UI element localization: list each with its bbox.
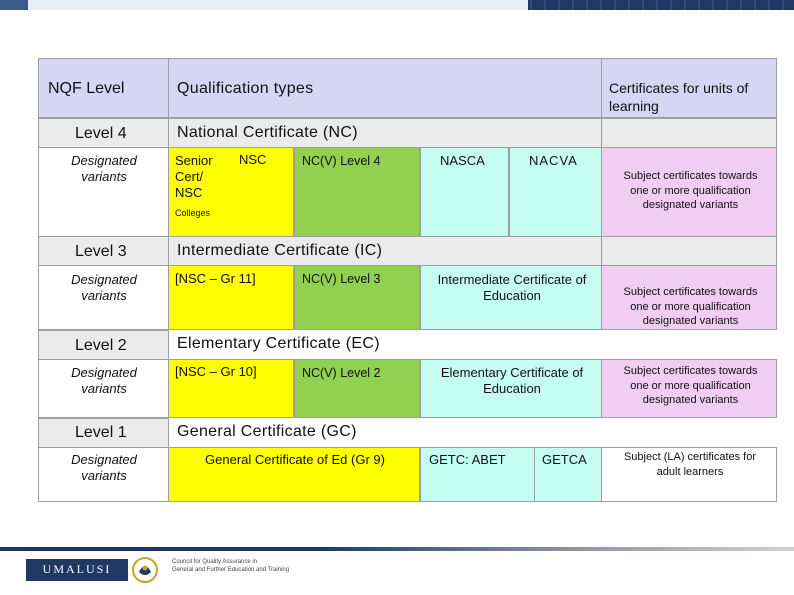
l3-certificate-education: Intermediate Certificate of Education xyxy=(437,272,587,303)
level-4-label: Level 4 xyxy=(75,125,127,142)
level-3-label: Level 3 xyxy=(75,243,127,260)
l2-subject-cell xyxy=(601,359,777,418)
l1-getca: GETCA xyxy=(542,452,587,467)
l1-subject-certificates: Subject (LA) certificates for adult learners xyxy=(623,451,757,478)
l4-nasca-cell xyxy=(420,147,509,237)
l4-nsc-cell xyxy=(168,147,294,237)
level-1-qual-cell xyxy=(168,418,777,448)
l4-subject-certificates: Subject certificates towards one or more qualification designated variants xyxy=(623,170,758,211)
l4-nacva: NACVA xyxy=(529,153,578,168)
l4-colleges: Colleges xyxy=(175,208,211,218)
l3-ncv: NC(V) Level 3 xyxy=(302,272,381,286)
l1-subject-cell xyxy=(601,447,777,502)
l3-subject-certificates: Subject certificates towards one or more qualification designated variants xyxy=(623,286,758,327)
footer-tagline xyxy=(172,559,289,574)
level-3-cell xyxy=(38,236,169,266)
l1-general-certificate-ed: General Certificate of Ed (Gr 9) xyxy=(205,452,385,467)
header-certificates-units: Certificates for units of learning xyxy=(609,80,749,114)
header-nqf-level: NQF Level xyxy=(48,80,125,97)
level-2-designated-variants: Designated variants xyxy=(71,365,137,396)
level-4-qual-cell xyxy=(168,118,602,148)
l3-cert-cell xyxy=(420,265,602,330)
banner-light-band xyxy=(28,0,528,10)
level-2-qual-cell xyxy=(168,330,777,360)
l2-nsc-cell xyxy=(168,359,294,418)
level-3-cert-header xyxy=(601,236,777,266)
level-2-cell xyxy=(38,330,169,360)
level-4-cell xyxy=(38,118,169,148)
l2-certificate-education: Elementary Certificate of Education xyxy=(440,365,584,396)
l1-getca-cell xyxy=(534,447,602,502)
banner-accent xyxy=(0,0,28,10)
umalusi-emblem-icon xyxy=(130,556,160,584)
l3-ncv-cell xyxy=(294,265,420,330)
l2-ncv-cell xyxy=(294,359,420,418)
footer-tagline-line-1: Council for Quality Assurance in xyxy=(172,559,258,565)
level-4-designated-variants: Designated variants xyxy=(71,153,137,184)
footer-tagline-line-2: General and Further Education and Training xyxy=(172,566,290,573)
level-2-label: Level 2 xyxy=(75,337,127,354)
level-1-label: Level 1 xyxy=(75,424,127,441)
l1-gced-cell xyxy=(168,447,420,502)
level-3-qualification: Intermediate Certificate (IC) xyxy=(177,242,383,259)
level-4-designated-cell xyxy=(38,147,169,237)
l4-nacva-cell xyxy=(509,147,602,237)
level-1-qualification: General Certificate (GC) xyxy=(177,423,357,440)
l2-nsc: [NSC – Gr 10] xyxy=(175,364,257,379)
l4-nsc: NSC xyxy=(239,152,267,167)
level-3-designated-cell xyxy=(38,265,169,330)
l3-nsc: [NSC – Gr 11] xyxy=(175,271,256,286)
umalusi-logo-text: UMALUSI xyxy=(42,562,112,576)
level-1-designated-cell xyxy=(38,447,169,502)
header-qualification-cell xyxy=(168,58,602,118)
header-qualification-types: Qualification types xyxy=(177,80,314,97)
l2-ncv: NC(V) Level 2 xyxy=(302,366,381,380)
level-2-qualification: Elementary Certificate (EC) xyxy=(177,335,380,352)
l3-nsc-cell xyxy=(168,265,294,330)
top-banner xyxy=(0,0,794,10)
l4-subject-cell xyxy=(601,147,777,237)
l1-getc-abet-cell xyxy=(420,447,535,502)
l4-ncv: NC(V) Level 4 xyxy=(302,154,381,168)
level-4-cert-header xyxy=(601,118,777,148)
l1-getc-abet: GETC: ABET xyxy=(429,452,506,467)
level-1-designated-variants: Designated variants xyxy=(71,452,137,483)
l4-nasca: NASCA xyxy=(440,153,485,168)
footer-divider xyxy=(0,547,794,551)
l3-subject-cell xyxy=(601,265,777,330)
header-certificates-cell xyxy=(601,58,777,118)
l4-ncv-cell xyxy=(294,147,420,237)
l4-senior-cert: Senior Cert/ NSC xyxy=(175,153,213,200)
header-nqf-level-cell xyxy=(38,58,169,118)
level-1-cell xyxy=(38,418,169,448)
level-3-qual-cell xyxy=(168,236,602,266)
level-4-qualification: National Certificate (NC) xyxy=(177,124,358,141)
l2-subject-certificates: Subject certificates towards one or more qualification designated variants xyxy=(623,365,758,406)
l2-cert-cell xyxy=(420,359,602,418)
level-2-designated-cell xyxy=(38,359,169,418)
level-3-designated-variants: Designated variants xyxy=(71,272,137,303)
